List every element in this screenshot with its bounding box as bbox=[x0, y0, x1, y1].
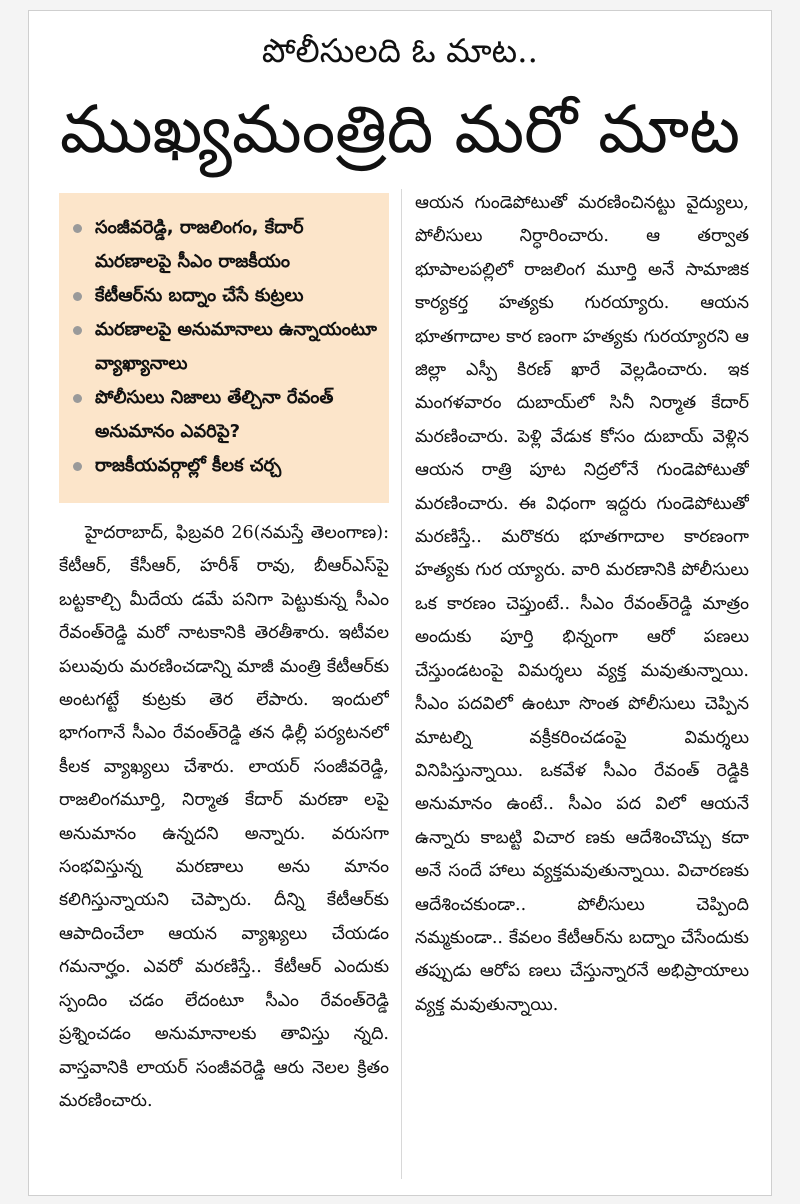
highlight-item bbox=[71, 381, 383, 449]
highlight-item bbox=[71, 313, 383, 381]
highlight-text: కేటీఆర్‌ను బద్నాం చేసే కుట్రలు bbox=[95, 285, 304, 306]
article-headline: ముఖ్యమంత్రిది మరో మాట bbox=[59, 91, 741, 168]
highlights-box bbox=[59, 193, 389, 503]
newspaper-clipping bbox=[28, 10, 772, 1196]
bullet-icon bbox=[73, 462, 82, 471]
highlight-text: రాజకీయవర్గాల్లో కీలక చర్చ bbox=[95, 455, 282, 476]
highlight-text: పోలీసులు నిజాలు తేల్చినా రేవంత్ అనుమానం ఎవరిపై? bbox=[95, 387, 334, 442]
bullet-icon bbox=[73, 326, 82, 335]
column-divider bbox=[401, 189, 402, 1179]
highlight-text: సంజీవరెడ్డి, రాజలింగం, కేదార్ మరణాలపై సీఎం రాజకీయం bbox=[95, 217, 304, 272]
article-column-right bbox=[415, 187, 749, 1022]
bullet-icon bbox=[73, 224, 82, 233]
highlight-item bbox=[71, 449, 383, 483]
article-column-left bbox=[59, 517, 389, 1118]
body-paragraph-right: ఆయన గుండెపోటుతో మరణించినట్టు వైద్యులు, పోలీసులు నిర్ధారించారు. ఆ తర్వాత భూపాలపల్లిలో రాజలింగ మూర్తి అనే సామాజిక కార్యకర్త హత్యకు గురయ్యారు. ఆయన భూతగాదాల కార ణంగా హత్యకు గురయ్యారని ఆ జిల్లా ఎస్పీ కిరణ్ ఖారే వెల్లడించారు. ఇక మంగళవారం దుబాయ్‌లో సినీ నిర్మాత కేదార్ మరణించారు. పెళ్లి వేడుక కోసం దుబాయ్ వెళ్లిన ఆయన రాత్రి పూట నిద్రలోనే గుండెపోటుతో మరణించారు. ఈ విధంగా ఇద్దరు గుండెపోటుతో మరణిస్తే.. మరొకరు భూతగాదాల కారణంగా హత్యకు గుర య్యారు. వారి మరణానికి పోలీసులు ఒక కారణం చెప్తుంటే.. సీఎం రేవంత్‌రెడ్డి మాత్రం అందుకు పూర్తి భిన్నంగా ఆరో పణలు చేస్తుండటంపై విమర్శలు వ్యక్త మవుతున్నాయి. సీఎం పదవిలో ఉంటూ సొంత పోలీసులు చెప్పిన మాటల్ని వక్రీకరించడంపై విమర్శలు వినిపిస్తున్నాయి. ఒకవేళ సీఎం రేవంత్ రెడ్డికి అనుమానం ఉంటే.. సీఎం పద విలో ఆయనే ఉన్నారు కాబట్టి విచార ణకు ఆదేశించొచ్చు కదా అనే సందే హాలు వ్యక్తమవుతున్నాయి. విచారణకు ఆదేశించకుండా.. పోలీసులు చెప్పింది నమ్మకుండా.. కేవలం కేటీఆర్‌ను బద్నాం చేసేందుకు తప్పుడు ఆరోప ణలు చేస్తున్నారనే అభిప్రాయాలు వ్యక్త మవుతున్నాయి. bbox=[415, 193, 749, 1015]
highlight-item bbox=[71, 279, 383, 313]
highlight-item bbox=[71, 211, 383, 279]
bullet-icon bbox=[73, 292, 82, 301]
highlight-text: మరణాలపై అనుమానాలు ఉన్నాయంటూ వ్యాఖ్యానాలు bbox=[95, 319, 377, 374]
body-paragraph-left: హైదరాబాద్, ఫిబ్రవరి 26(నమస్తే తెలంగాణ): కేటీఆర్, కేసీఆర్, హరీశ్ రావు, బీఆర్ఎస్‌పై బట్టకాల్చి మీదేయ డమే పనిగా పెట్టుకున్న సీఎం రేవంత్‌రెడ్డి మరో నాటకానికి తెరతీశారు. ఇటీవల పలువురు మరణించడాన్ని మాజీ మంత్రి కేటీఆర్‌కు అంటగట్టే కుట్రకు తెర లేపారు. ఇందులో భాగంగానే సీఎం రేవంత్‌రెడ్డి తన ఢిల్లీ పర్యటనలో కీలక వ్యాఖ్యలు చేశారు. లాయర్ సంజీవరెడ్డి, రాజలింగమూర్తి, నిర్మాత కేదార్ మరణా లపై అనుమానం ఉన్నదని అన్నారు. వరుసగా సంభవిస్తున్న మరణాలు అను మానం కలిగిస్తున్నాయని చెప్పారు. దీన్ని కేటీఆర్‌కు ఆపాదించేలా ఆయన వ్యాఖ్యలు చేయడం గమనార్హం. ఎవరో మరణిస్తే.. కేటీఆర్ ఎందుకు స్పందిం చడం లేదంటూ సీఎం రేవంత్‌రెడ్డి ప్రశ్నించడం అనుమానాలకు తావిస్తు న్నది. వాస్తవానికి లాయర్ సంజీవరెడ్డి ఆరు నెలల క్రితం మరణించారు. bbox=[59, 523, 389, 1111]
bullet-icon bbox=[73, 394, 82, 403]
article-kicker: పోలీసులది ఓ మాట.. bbox=[261, 31, 539, 70]
